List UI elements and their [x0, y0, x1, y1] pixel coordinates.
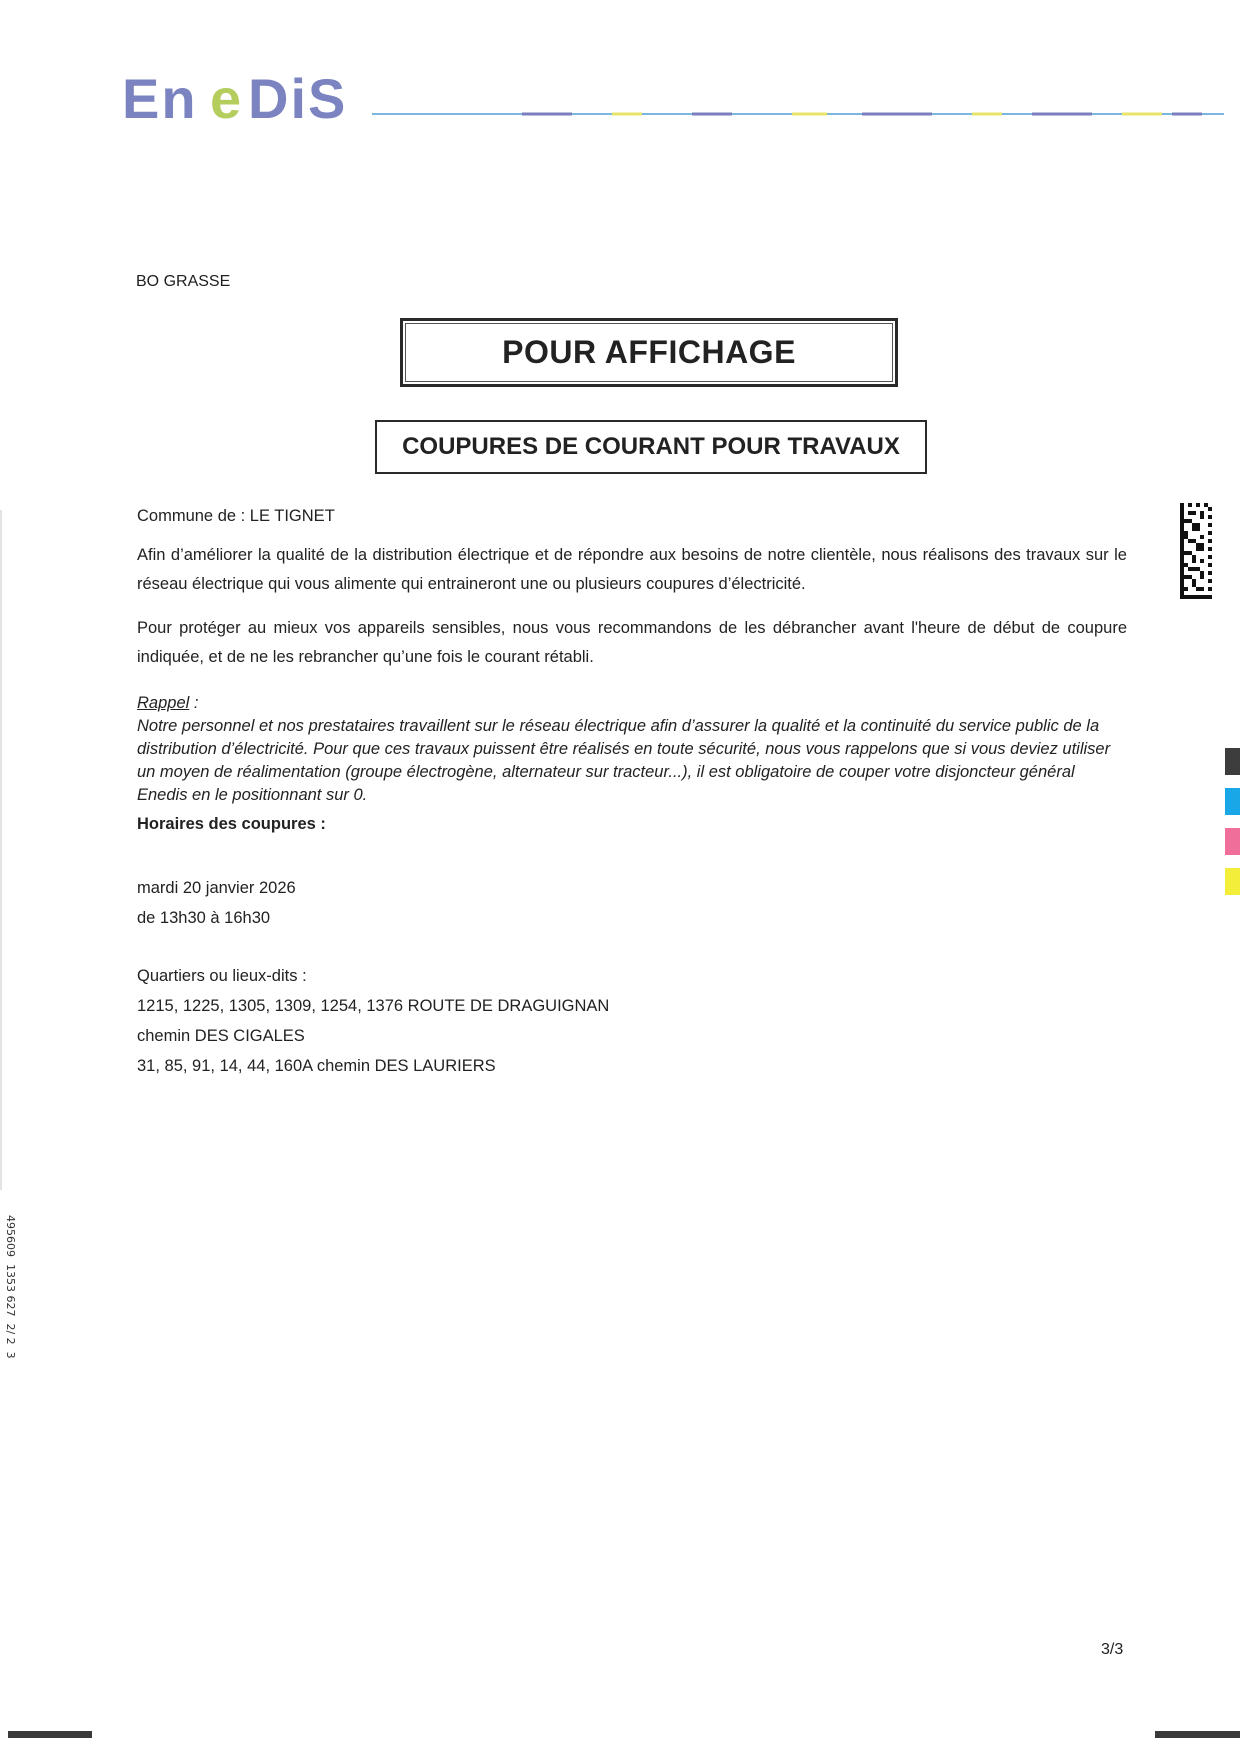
schedule-time: de 13h30 à 16h30: [137, 909, 271, 927]
scan-edge: [0, 510, 2, 1190]
color-swatch-black: [1225, 748, 1240, 775]
side-reference-number: 495609 1353 627 2/ 2 3: [4, 1215, 17, 1359]
notice-title: POUR AFFICHAGE: [502, 334, 796, 370]
commune-line: Commune de : LE TIGNET: [137, 507, 335, 525]
reminder-label: Rappel: [137, 694, 190, 712]
header-divider: [372, 111, 1224, 117]
datamatrix-barcode-icon: [1180, 502, 1212, 600]
page-number: 3/3: [1101, 1641, 1124, 1658]
reminder-text: Notre personnel et nos prestataires travaillent sur le réseau électrique afin d’assurer la qualité et la continuité du service public de la distribution d’électricité. Pour que ces travaux puissent être réalisés en toute sécurité, nous vous rappelons que si vous deviez utiliser un moyen de réalimentation (groupe électrogène, alternateur sur tracteur...), il est obligatoire de couper votre disjoncteur général Enedis en le positionnant sur 0.: [137, 717, 1111, 804]
place-item: 1215, 1225, 1305, 1309, 1254, 1376 ROUTE DE DRAGUIGNAN: [137, 997, 610, 1015]
svg-text:DiS: DiS: [248, 67, 348, 130]
office-label: BO GRASSE: [136, 273, 231, 290]
reminder-colon: :: [189, 694, 199, 712]
intro-paragraph: Afin d’améliorer la qualité de la distribution électrique et de répondre aux besoins de notre clientèle, nous réalisons des travaux sur le réseau électrique qui vous alimente qui entraineront une ou plusieurs coupures d’électricité.: [137, 546, 1127, 593]
color-swatch-yellow: [1225, 868, 1240, 895]
place-item: 31, 85, 91, 14, 44, 160A chemin DES LAURIERS: [137, 1057, 496, 1075]
notice-subtitle: COUPURES DE COURANT POUR TRAVAUX: [402, 433, 900, 460]
footer-mark-left: [8, 1731, 92, 1738]
svg-text:e: e: [210, 67, 242, 130]
schedule-heading: Horaires des coupures :: [137, 815, 326, 833]
place-item: chemin DES CIGALES: [137, 1027, 305, 1045]
footer-mark-right: [1155, 1731, 1240, 1738]
notice-title-box: [400, 318, 898, 387]
advice-paragraph: Pour protéger au mieux vos appareils sensibles, nous vous recommandons de les débrancher avant l'heure de début de coupure indiquée, et de ne les rebrancher qu’une fois le courant rétabli.: [137, 619, 1127, 666]
svg-text:En: En: [122, 67, 198, 130]
enedis-logo: [120, 62, 360, 132]
schedule: [137, 873, 296, 933]
schedule-date: mardi 20 janvier 2026: [137, 879, 296, 897]
places-heading: Quartiers ou lieux-dits :: [137, 967, 307, 985]
color-swatch-cyan: [1225, 788, 1240, 815]
notice-subtitle-box: [375, 420, 927, 474]
places-list: [137, 961, 609, 1081]
reminder-block: [137, 692, 1127, 807]
color-swatch-magenta: [1225, 828, 1240, 855]
